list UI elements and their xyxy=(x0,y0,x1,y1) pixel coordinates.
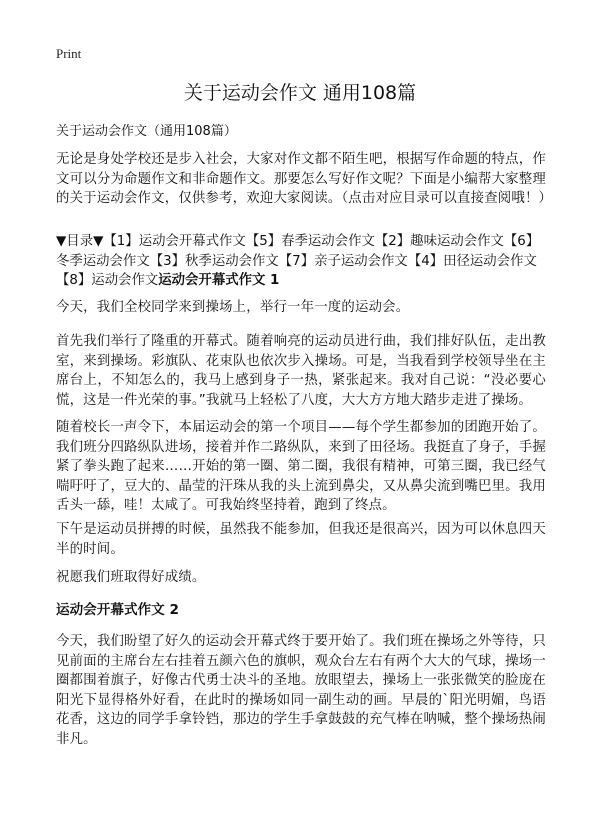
toc-link-7[interactable]: 【7】亲子运动会作文 xyxy=(278,253,408,269)
toc-link-8[interactable]: 【8】运动会作文 xyxy=(56,273,159,288)
toc-link-6[interactable]: 【6】冬季运动会作文 xyxy=(56,234,540,269)
section-heading-2: 运动会开幕式作文 2 xyxy=(56,602,179,618)
table-of-contents xyxy=(56,232,546,291)
toc-link-1[interactable]: 【1】运动会开幕式作文 xyxy=(103,234,246,249)
subtitle: 关于运动会作文（通用108篇） xyxy=(56,124,237,139)
toc-link-2[interactable]: 【2】趣味运动会作文 xyxy=(374,234,504,249)
paragraph-5: 祝愿我们班取得好成绩。 xyxy=(56,570,206,585)
paragraph-4: 下午是运动员拼搏的时候，虽然我不能参加，但我还是很高兴，因为可以休息四天半的时间。 xyxy=(56,522,546,557)
paragraph-1: 今天，我们全校同学来到操场上，举行一年一度的运动会。 xyxy=(56,300,410,315)
toc-link-4[interactable]: 【4】田径运动会作文 xyxy=(407,253,537,269)
paragraph-2: 首先我们举行了隆重的开幕式。随着响亮的运动员进行曲，我们排好队伍，走出教室，来到操场。彩旗队、花束队也依次步入操场。可是，当我看到学校领导坐在主席台上，不知怎么的，我马上感到身子一热，紧张起来。我对自己说：“没必要心慌，这是一件光荣的事。”我就马上轻松了八度，大大方方地大踏步走进了操场。 xyxy=(56,334,546,408)
paragraph-3: 随着校长一声令下，本届运动会的第一个项目——每个学生都参加的团跑开始了。我们班分四路纵队进场，接着并作二路纵队，来到了田径场。我挺直了身子，手握紧了拳头跑了起来……开始的第一圈、第二圈，我很有精神，可第三圈，我已经气喘吁吁了，豆大的、晶莹的汗珠从我的头上流到鼻尖，又从鼻尖流到嘴巴里。我用舌头一舔，哇！太咸了。可我始终坚持着，跑到了终点。 xyxy=(56,420,546,513)
toc-link-5[interactable]: 【5】春季运动会作文 xyxy=(245,234,375,249)
paragraph-6: 今天，我们盼望了好久的运动会开幕式终于要开始了。我们班在操场之外等待，只见前面的主席台左右挂着五颜六色的旗帜，观众台左右有两个大大的气球，操场一圈都围着旗子，好像古代勇士决斗的圣地。放眼望去，操场上一张张微笑的脸庞在阳光下显得格外好看，在此时的操场如同一副生动的画。早晨的`阳光明媚，鸟语花香，这边的同学手拿铃铛，那边的学生手拿鼓鼓的充气棒在呐喊，整个操场热闹非凡。 xyxy=(56,634,546,747)
toc-link-3[interactable]: 【3】秋季运动会作文 xyxy=(149,253,279,269)
print-link[interactable]: Print xyxy=(56,46,82,61)
intro-paragraph: 无论是身处学校还是步入社会，大家对作文都不陌生吧，根据写作命题的特点，作文可以分为命题作文和非命题作文。那要怎么写好作文呢？下面是小编帮大家整理的关于运动会作文，仅供参考，欢迎大家阅读。（点击对应目录可以直接查阅哦！） xyxy=(56,152,553,206)
toc-prefix: ▼目录▼ xyxy=(56,234,104,249)
page-title: 关于运动会作文 通用108篇 xyxy=(183,82,417,104)
section-heading-1: 运动会开幕式作文 1 xyxy=(158,273,280,288)
